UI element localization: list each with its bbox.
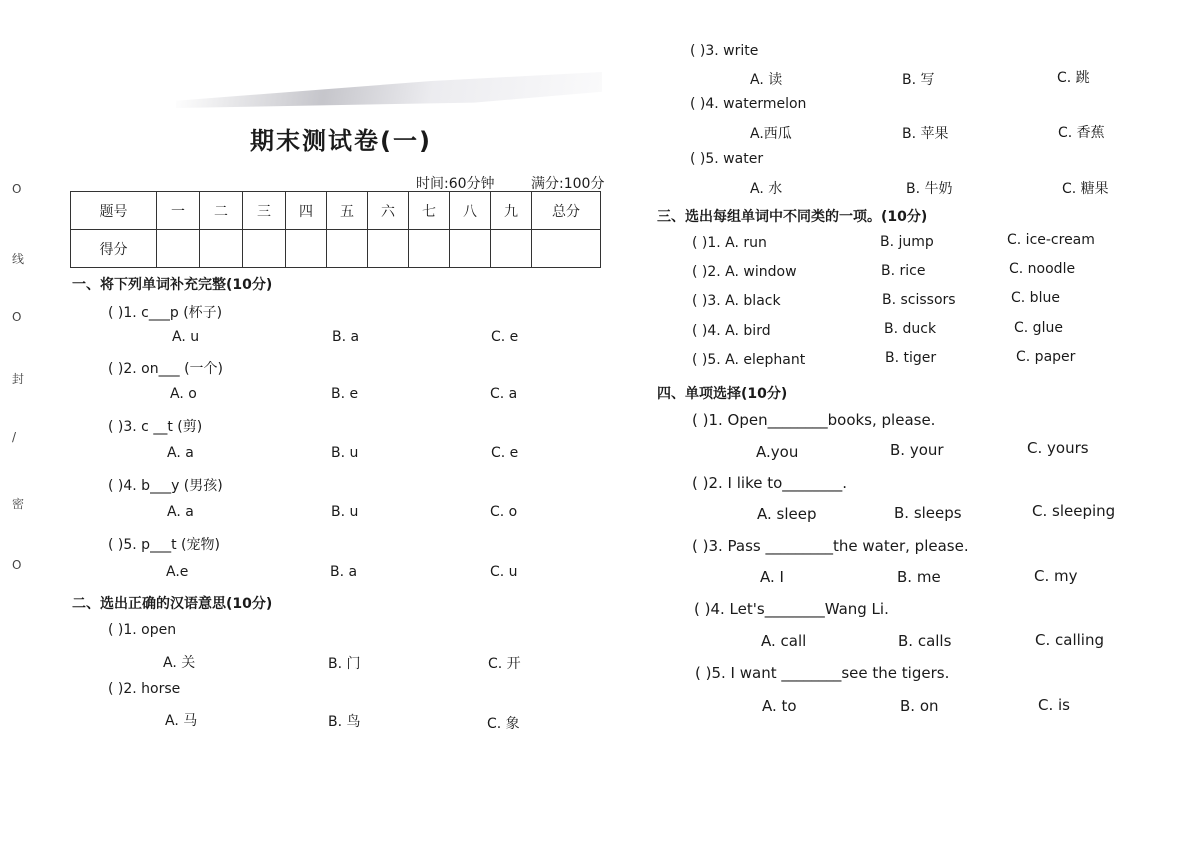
header-label: 题号 [71, 192, 157, 230]
col-header: 六 [368, 192, 409, 230]
option-a: A. a [167, 445, 194, 461]
option-c: C. sleeping [1032, 502, 1116, 520]
option-c: C. yours [1027, 439, 1089, 457]
option-c: C. 香蕉 [1058, 125, 1105, 141]
option-c: C. glue [1014, 320, 1063, 336]
binding-mark-circle: O [12, 310, 22, 324]
question-stem: ( )5. A. elephant [692, 352, 806, 368]
option-c: C. calling [1035, 631, 1104, 649]
question-stem: ( )3. c __t (剪) [108, 419, 203, 435]
option-b: B. me [897, 568, 941, 586]
option-a: A. o [170, 386, 197, 402]
option-c: C. ice-cream [1007, 232, 1095, 248]
score-table-score-row [71, 230, 601, 268]
score-cell[interactable] [243, 230, 286, 268]
question-stem: ( )4. A. bird [692, 323, 771, 339]
question-stem: ( )5. I want ________see the tigers. [695, 664, 950, 682]
binding-mark-line: 线 [12, 252, 25, 266]
score-cell[interactable] [286, 230, 327, 268]
section-3-title: 三、选出每组单词中不同类的一项。(10分) [657, 209, 928, 225]
col-header: 三 [243, 192, 286, 230]
option-c: C. blue [1011, 290, 1060, 306]
option-c: C. e [491, 445, 519, 461]
score-cell[interactable] [409, 230, 450, 268]
option-a: A. to [762, 697, 797, 715]
option-c: C. a [490, 386, 518, 402]
col-header: 四 [286, 192, 327, 230]
question-stem: ( )5. water [690, 151, 764, 167]
total-header: 总分 [532, 192, 601, 230]
option-c: C. is [1038, 696, 1070, 714]
option-b: B. u [331, 504, 359, 520]
col-header: 一 [157, 192, 200, 230]
question-stem: ( )3. write [690, 43, 759, 59]
score-table-header-row [71, 192, 601, 230]
score-cell[interactable] [491, 230, 532, 268]
option-c: C. o [490, 504, 518, 520]
option-b: B. 苹果 [902, 126, 949, 142]
question-stem: ( )5. p___t (宠物) [108, 537, 220, 553]
option-a: A.you [756, 443, 799, 461]
full-score: 满分:100分 [531, 176, 605, 192]
option-b: B. 写 [902, 72, 935, 88]
option-a: A. 读 [750, 72, 783, 88]
option-a: A.西瓜 [750, 126, 792, 142]
option-c: C. 象 [487, 716, 520, 732]
question-stem: ( )2. horse [108, 681, 181, 697]
question-stem: ( )3. Pass _________the water, please. [692, 537, 969, 555]
exam-time: 时间:60分钟 [416, 176, 495, 192]
option-a: A. u [172, 329, 200, 345]
option-b: B. tiger [885, 350, 937, 366]
option-a: A. 关 [163, 655, 196, 671]
option-b: B. rice [881, 263, 926, 279]
option-c: C. paper [1016, 349, 1076, 365]
option-b: B. a [330, 564, 358, 580]
question-stem: ( )4. watermelon [690, 96, 807, 112]
option-a: A. call [761, 632, 807, 650]
question-stem: ( )1. Open________books, please. [692, 411, 936, 429]
question-stem: ( )1. c___p (杯子) [108, 305, 223, 321]
section-1-title: 一、将下列单词补充完整(10分) [72, 277, 273, 293]
question-stem: ( )1. A. run [692, 235, 767, 251]
option-c: C. 跳 [1057, 70, 1090, 86]
question-stem: ( )1. open [108, 622, 177, 638]
score-cell[interactable] [157, 230, 200, 268]
option-c: C. 开 [488, 656, 521, 672]
option-b: B. on [900, 697, 939, 715]
option-c: C. 糖果 [1062, 181, 1109, 197]
score-label: 得分 [71, 230, 157, 268]
option-a: A. a [167, 504, 194, 520]
question-stem: ( )2. I like to________. [692, 474, 848, 492]
question-stem: ( )3. A. black [692, 293, 781, 309]
option-b: B. sleeps [894, 504, 962, 522]
option-c: C. my [1034, 567, 1078, 585]
col-header: 二 [200, 192, 243, 230]
col-header: 七 [409, 192, 450, 230]
option-a: A. I [760, 568, 784, 586]
page-title: 期末测试卷(一) [250, 127, 432, 155]
option-c: C. e [491, 329, 519, 345]
option-b: B. u [331, 445, 359, 461]
score-cell[interactable] [368, 230, 409, 268]
option-b: B. 门 [328, 656, 361, 672]
score-total-cell[interactable] [532, 230, 601, 268]
binding-mark-circle: O [12, 182, 22, 196]
option-b: B. your [890, 441, 944, 459]
option-b: B. e [331, 386, 359, 402]
question-stem: ( )2. on___ (一个) [108, 361, 223, 377]
section-2-title: 二、选出正确的汉语意思(10分) [72, 596, 273, 612]
option-a: A. 马 [165, 713, 198, 729]
col-header: 五 [327, 192, 368, 230]
binding-mark-slash: / [12, 430, 17, 444]
option-c: C. u [490, 564, 518, 580]
scan-smudge [176, 72, 602, 108]
option-b: B. a [332, 329, 360, 345]
question-stem: ( )2. A. window [692, 264, 797, 280]
score-cell[interactable] [450, 230, 491, 268]
score-cell[interactable] [200, 230, 243, 268]
binding-mark-circle: O [12, 558, 22, 572]
option-a: A. 水 [750, 181, 783, 197]
question-stem: ( )4. Let's________Wang Li. [694, 600, 889, 618]
option-b: B. 牛奶 [906, 181, 953, 197]
option-b: B. calls [898, 632, 952, 650]
score-cell[interactable] [327, 230, 368, 268]
binding-mark-secret: 密 [12, 497, 25, 511]
binding-mark-seal: 封 [12, 372, 25, 386]
option-b: B. duck [884, 321, 937, 337]
col-header: 九 [491, 192, 532, 230]
option-a: A.e [166, 564, 189, 580]
option-b: B. 鸟 [328, 714, 361, 730]
option-b: B. jump [880, 234, 934, 250]
option-c: C. noodle [1009, 261, 1076, 277]
question-stem: ( )4. b___y (男孩) [108, 478, 223, 494]
section-4-title: 四、单项选择(10分) [657, 386, 788, 402]
score-table [70, 191, 601, 268]
option-b: B. scissors [882, 292, 956, 308]
col-header: 八 [450, 192, 491, 230]
option-a: A. sleep [757, 505, 817, 523]
